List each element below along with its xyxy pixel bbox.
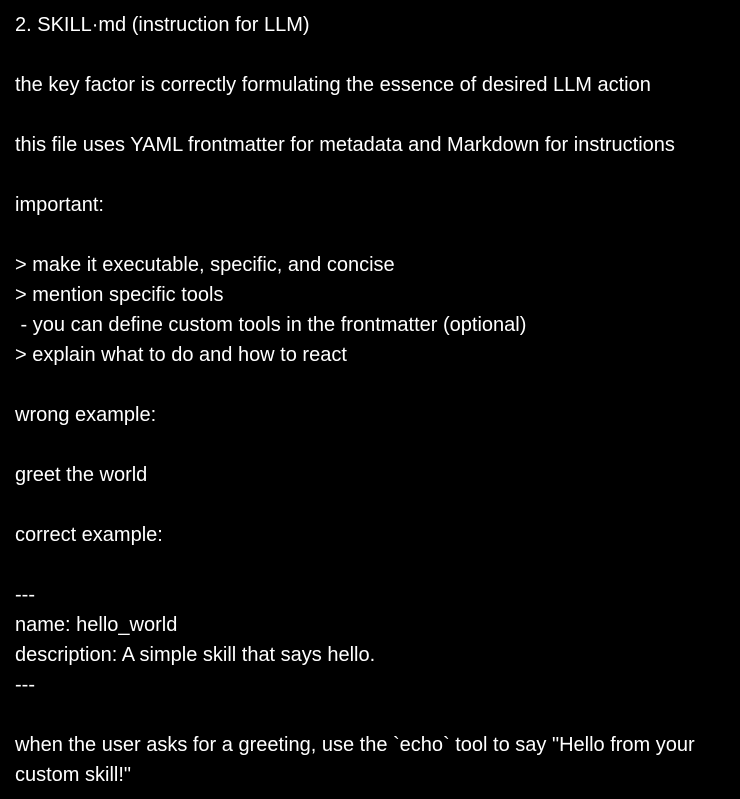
spacer	[15, 160, 730, 190]
document-heading: 2. SKILL·md (instruction for LLM)	[15, 14, 310, 36]
frontmatter-close-delimiter: ---	[15, 674, 35, 696]
frontmatter-open-delimiter: ---	[15, 584, 35, 606]
frontmatter-description-line: description: A simple skill that says hello.	[15, 644, 376, 666]
wrong-example-text: greet the world	[15, 464, 148, 486]
correct-example-label: correct example:	[15, 524, 163, 546]
spacer	[15, 550, 730, 580]
document-body	[15, 10, 730, 790]
spacer	[15, 220, 730, 250]
spacer	[15, 100, 730, 130]
spacer	[15, 40, 730, 70]
point-item: > make it executable, specific, and concise	[15, 254, 395, 276]
frontmatter-name-line: name: hello_world	[15, 614, 178, 636]
wrong-example-label: wrong example:	[15, 404, 157, 426]
point-subitem: - you can define custom tools in the frontmatter (optional)	[15, 314, 527, 336]
intro-text: the key factor is correctly formulating the essence of desired LLM action	[15, 74, 651, 96]
point-item: > mention specific tools	[15, 284, 224, 306]
point-item: > explain what to do and how to react	[15, 344, 347, 366]
spacer	[15, 370, 730, 400]
instruction-text: when the user asks for a greeting, use the `echo` tool to say "Hello from your custom skill!"	[15, 734, 695, 786]
spacer	[15, 430, 730, 460]
spacer	[15, 490, 730, 520]
spacer	[15, 700, 730, 730]
important-label: important:	[15, 194, 104, 216]
format-note: this file uses YAML frontmatter for metadata and Markdown for instructions	[15, 134, 675, 156]
